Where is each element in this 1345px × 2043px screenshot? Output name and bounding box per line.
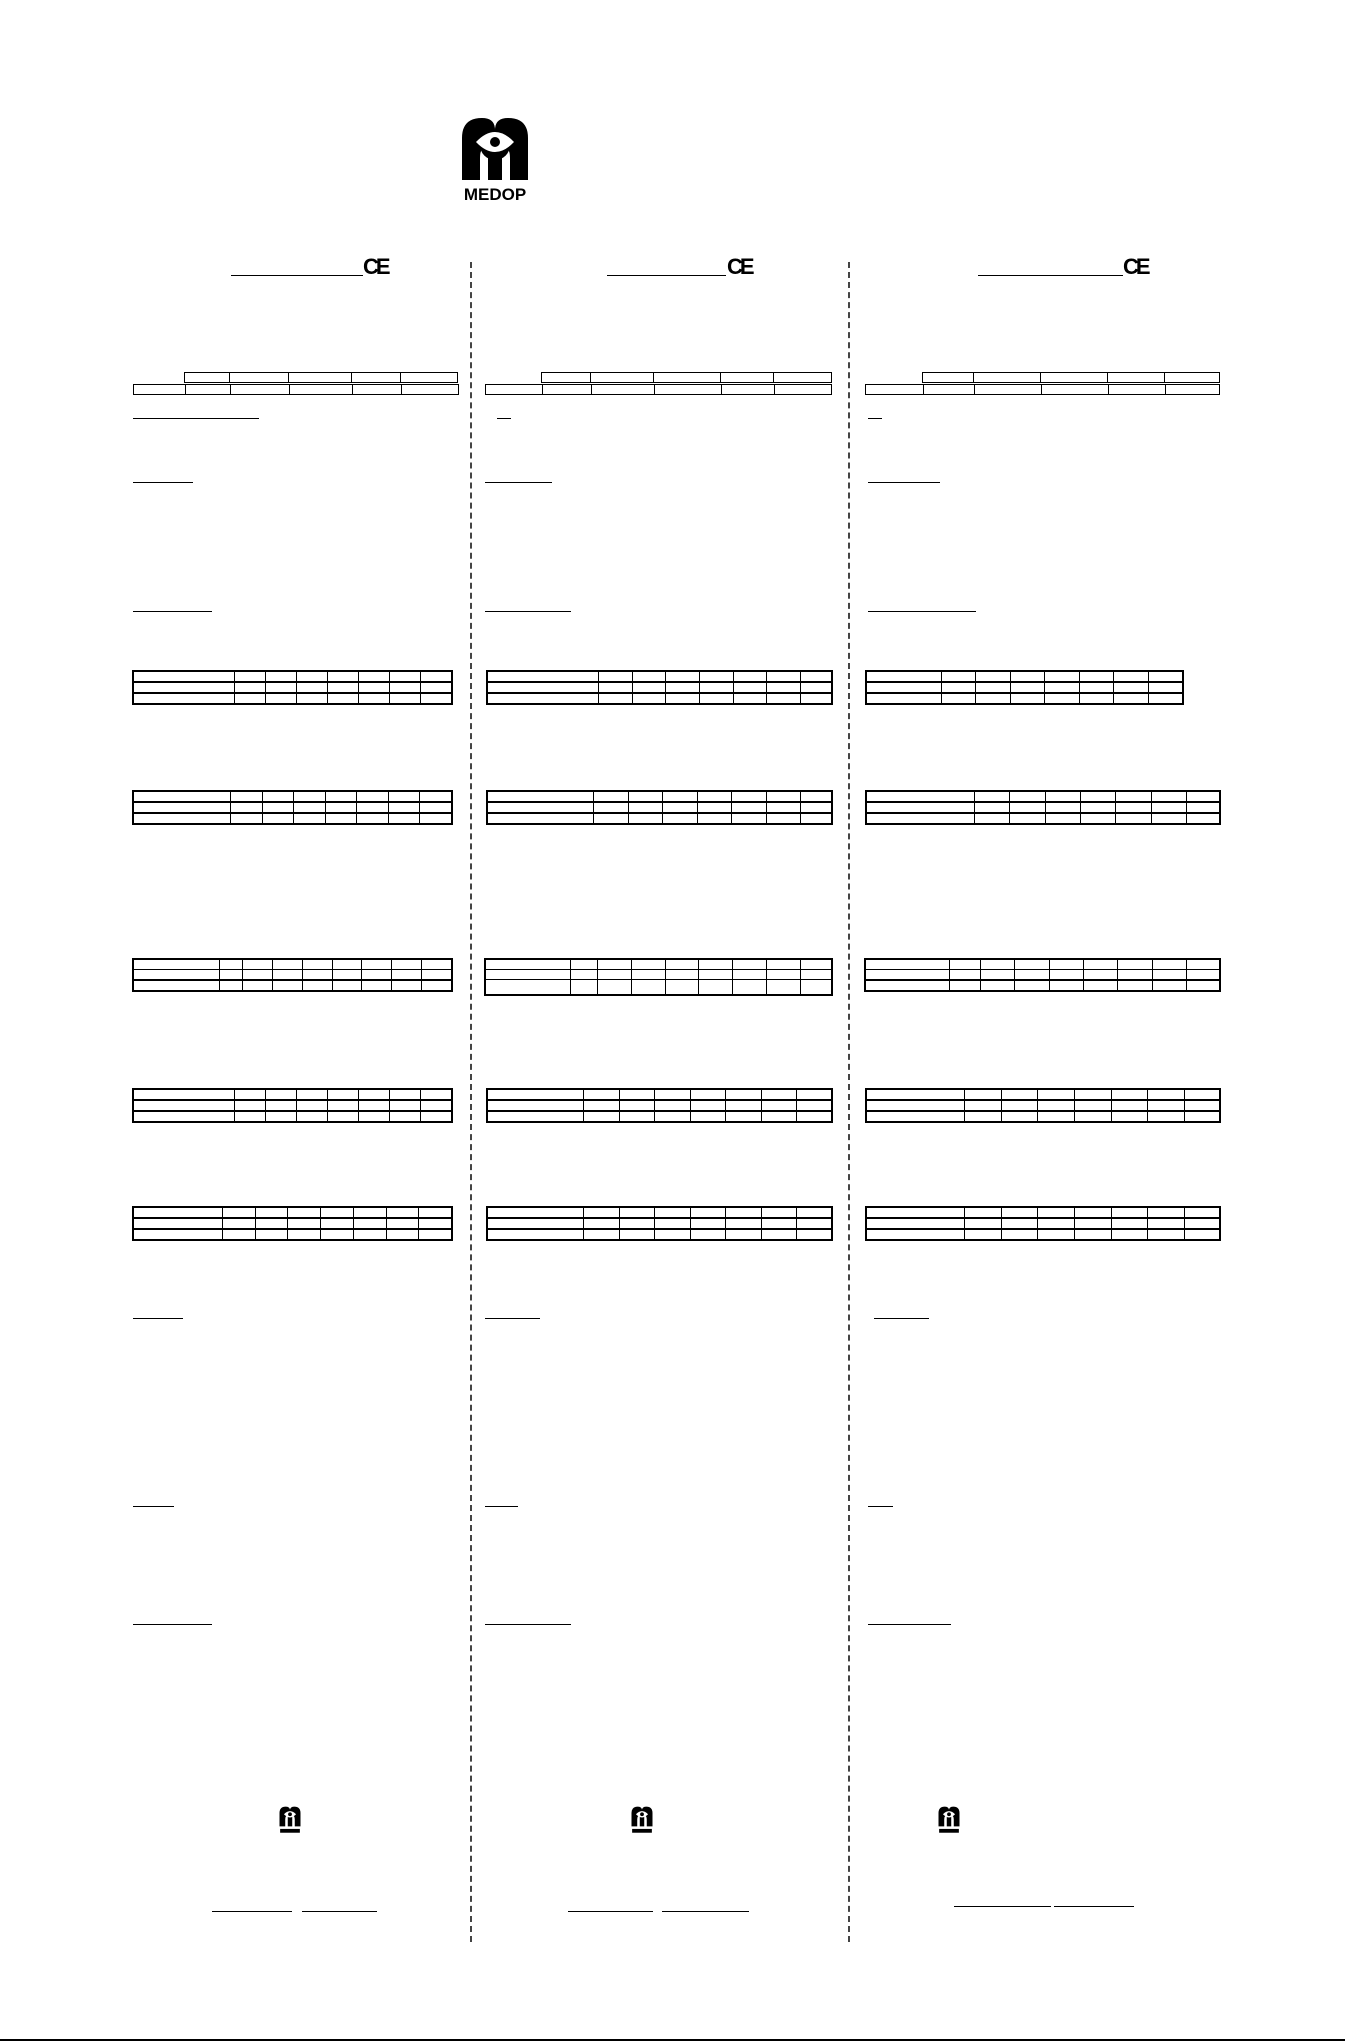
- page-bottom-rule: [0, 2039, 1345, 2041]
- ce-mark: CE: [727, 254, 752, 279]
- data-table: [487, 791, 832, 824]
- section-underline: [133, 482, 193, 483]
- heading-underline: [497, 418, 511, 419]
- heading-underline: [133, 418, 259, 419]
- medop-small-logo: [278, 1806, 302, 1834]
- data-table: [485, 959, 832, 995]
- section-underline: [133, 1624, 212, 1625]
- data-table: [487, 1207, 832, 1240]
- data-table: [487, 671, 832, 704]
- heading-underline: [868, 418, 882, 419]
- section-underline: [874, 1318, 929, 1319]
- footer-underline: [302, 1911, 377, 1912]
- data-table: [487, 1089, 832, 1122]
- footer-underline: [662, 1911, 749, 1912]
- section-underline: [868, 1506, 893, 1507]
- section-underline: [485, 1506, 518, 1507]
- section-underline: [485, 482, 552, 483]
- header-table-row2: [133, 384, 459, 395]
- footer-underline: [954, 1906, 1051, 1907]
- data-table: [133, 959, 452, 991]
- data-table: [133, 671, 452, 704]
- footer-underline: [212, 1911, 292, 1912]
- data-table: [866, 1207, 1220, 1240]
- footer-underline: [1054, 1906, 1134, 1907]
- section-underline: [485, 1624, 571, 1625]
- title-underline: [607, 275, 726, 276]
- title-underline: [231, 275, 363, 276]
- section-underline: [868, 1624, 951, 1625]
- medop-small-logo: [937, 1806, 961, 1834]
- section-underline: [868, 611, 976, 612]
- medop-logo: [458, 116, 532, 204]
- data-table: [133, 1089, 452, 1122]
- section-underline: [133, 1506, 174, 1507]
- header-table-row2: [485, 384, 832, 395]
- title-underline: [978, 275, 1123, 276]
- medop-small-logo: [630, 1806, 654, 1834]
- header-table: [184, 372, 458, 383]
- section-underline: [485, 1318, 540, 1319]
- data-table: [133, 791, 452, 824]
- logo-wordmark: MEDOP: [463, 185, 527, 204]
- ce-mark: CE: [1123, 254, 1148, 279]
- column-divider-2: [848, 262, 850, 1942]
- section-underline: [485, 611, 571, 612]
- column-divider-1: [470, 262, 472, 1942]
- section-underline: [133, 611, 212, 612]
- data-table: [866, 791, 1220, 824]
- header-table: [922, 372, 1220, 383]
- section-underline: [868, 482, 940, 483]
- data-table: [866, 1089, 1220, 1122]
- header-table-row2: [865, 384, 1220, 395]
- data-table: [865, 959, 1220, 991]
- data-table: [133, 1207, 452, 1240]
- ce-mark: CE: [363, 254, 388, 279]
- header-table: [541, 372, 832, 383]
- data-table: [866, 671, 1183, 704]
- section-underline: [133, 1318, 183, 1319]
- footer-underline: [568, 1911, 653, 1912]
